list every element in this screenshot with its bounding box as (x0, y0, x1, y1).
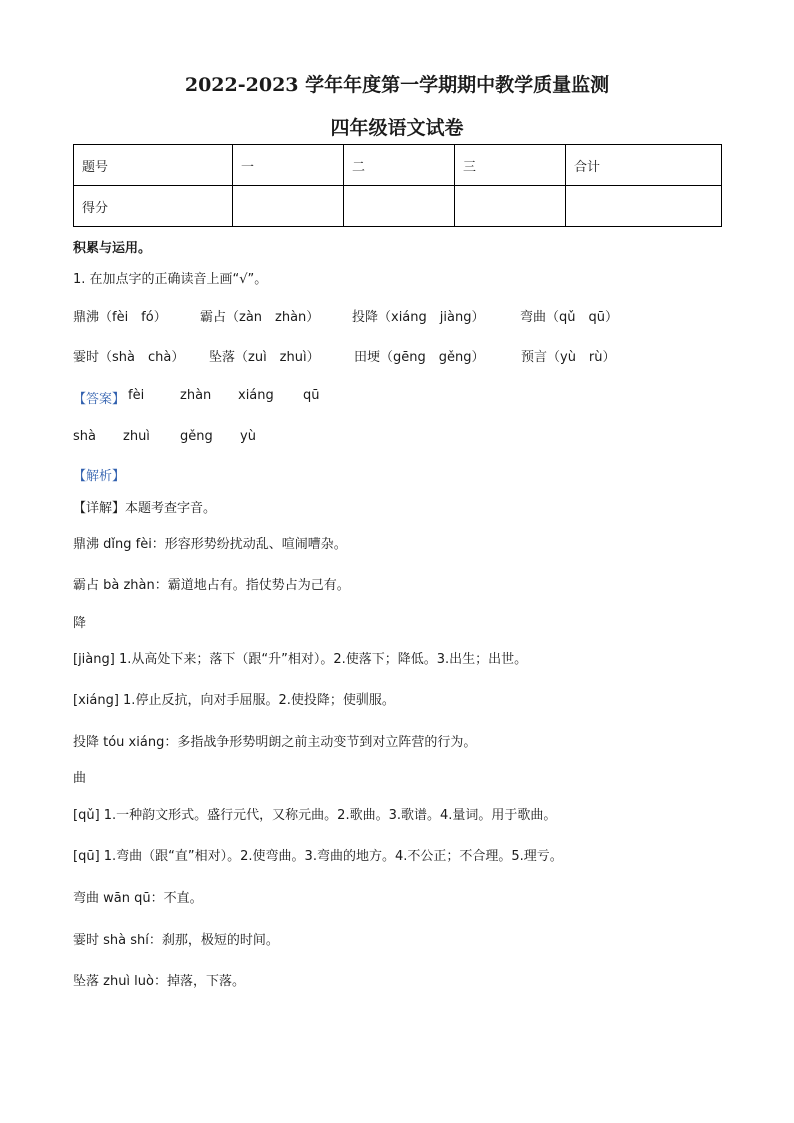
explanation-line: [jiàng] 1.从高处下来；落下（跟“升”相对）。2.使落下；降低。3.出生；出世。 (73, 652, 528, 667)
option-item: 预言（yù rù） (521, 350, 616, 365)
answer-label: 【答案】 (73, 392, 126, 407)
table-cell: 得分 (74, 186, 233, 227)
answer-item: zhuì (123, 429, 150, 444)
analysis-label: 【解析】 (73, 469, 126, 484)
option-item: 霸占（zàn zhàn） (200, 310, 320, 325)
option-item: 投降（xiáng jiàng） (352, 310, 485, 325)
explanation-line: 投降 tóu xiáng：多指战争形势明朗之前主动变节到对立阵营的行为。 (73, 735, 477, 750)
detail-label: 【详解】 (73, 501, 126, 516)
explanation-line: [qǔ] 1.一种韵文形式。盛行元代，又称元曲。2.歌曲。3.歌谱。4.量词。用于歌曲。 (73, 808, 557, 823)
explanation-line: 降 (73, 616, 87, 631)
exam-subtitle: 四年级语文试卷 (330, 117, 464, 139)
answer-item: xiáng (238, 388, 274, 403)
score-input-cell[interactable] (233, 186, 344, 227)
explanation-line: 鼎沸 dǐng fèi：形容形势纷扰动乱、喧闹嘈杂。 (73, 537, 347, 552)
explanation-line: 曲 (73, 771, 87, 786)
answer-item: qū (303, 388, 320, 403)
explanation-line: 霎时 shà shí：刹那，极短的时间。 (73, 933, 279, 948)
answer-item: yù (240, 429, 256, 444)
explanation-line: [qū] 1.弯曲（跟“直”相对）。2.使弯曲。3.弯曲的地方。4.不公正；不合理。5.理亏。 (73, 849, 563, 864)
table-row (74, 186, 722, 227)
table-row (74, 145, 722, 186)
table-cell: 合计 (566, 145, 722, 186)
score-input-cell[interactable] (566, 186, 722, 227)
answer-item: zhàn (180, 388, 212, 403)
score-table (73, 144, 722, 227)
option-item: 弯曲（qǔ qū） (520, 310, 618, 325)
option-item: 鼎沸（fèi fó） (73, 310, 167, 325)
explanation-line: [xiáng] 1.停止反抗，向对手屈服。2.使投降；使驯服。 (73, 693, 395, 708)
score-input-cell[interactable] (455, 186, 566, 227)
section-title: 积累与运用。 (73, 241, 152, 256)
answer-item: gěng (180, 429, 213, 444)
option-item: 霎时（shà chà） (73, 350, 185, 365)
explanation-line: 霸占 bà zhàn：霸道地占有。指仗势占为己有。 (73, 578, 350, 593)
answer-item: shà (73, 429, 96, 444)
answer-item: fèi (128, 388, 145, 403)
detail-line (73, 497, 216, 516)
option-item: 田埂（gēng gěng） (354, 350, 485, 365)
score-input-cell[interactable] (344, 186, 455, 227)
table-cell: 二 (344, 145, 455, 186)
detail-text: 本题考查字音。 (125, 501, 217, 516)
explanation-line: 坠落 zhuì luò：掉落，下落。 (73, 974, 245, 989)
explanation-line: 弯曲 wān qū：不直。 (73, 891, 203, 906)
option-item: 坠落（zuì zhuì） (209, 350, 320, 365)
question-text: 1. 在加点字的正确读音上画“√”。 (73, 272, 268, 287)
table-cell: 一 (233, 145, 344, 186)
table-cell: 题号 (74, 145, 233, 186)
table-cell: 三 (455, 145, 566, 186)
exam-title: 2022-2023 学年年度第一学期期中教学质量监测 (184, 74, 610, 96)
